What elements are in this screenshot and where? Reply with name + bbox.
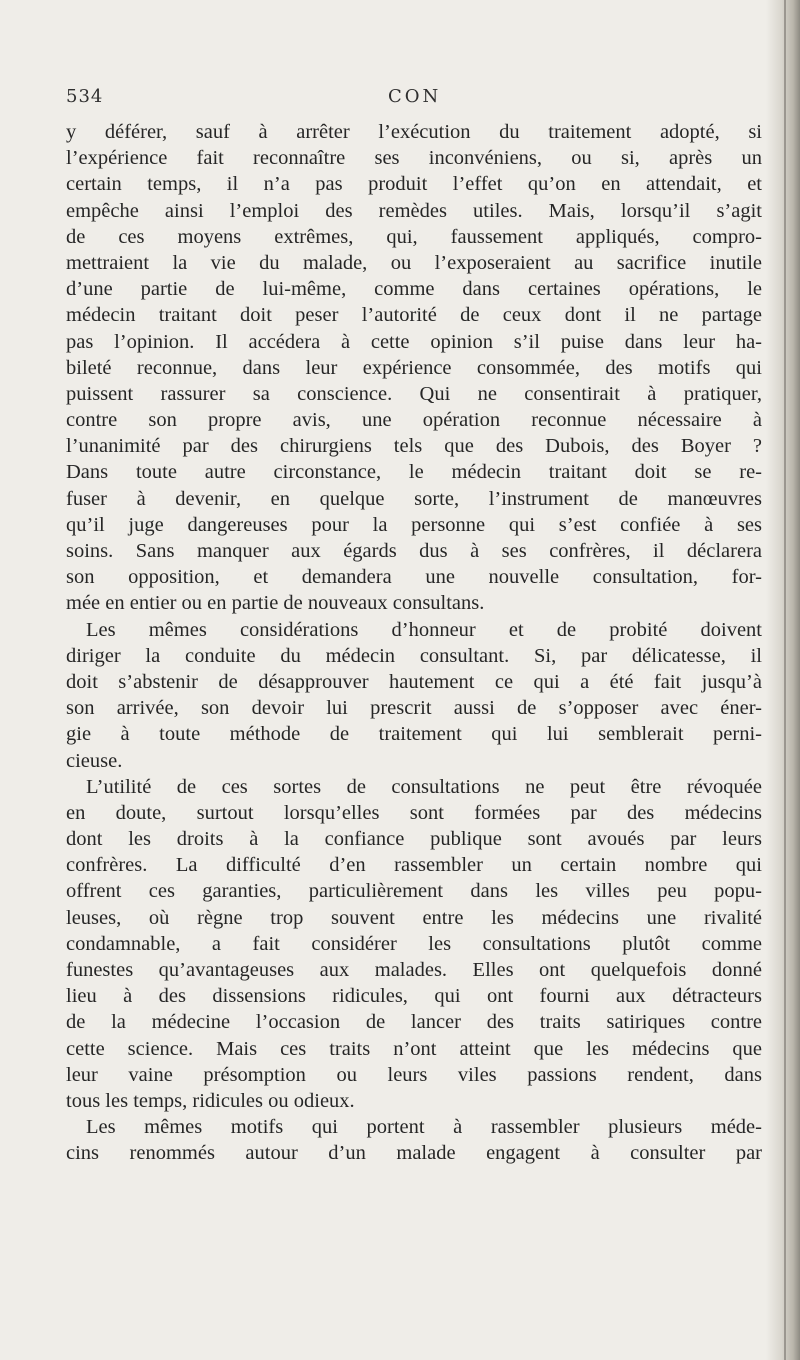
text-line: empêche ainsi l’emploi des remèdes utiles. Mais, lorsqu’il s’agit: [66, 199, 762, 222]
text-line: mettraient la vie du malade, ou l’exposeraient au sacrifice inutile: [66, 251, 762, 274]
text-line: diriger la conduite du médecin consultant. Si, par délicatesse, il: [66, 644, 762, 667]
text-line: tous les temps, ridicules ou odieux.: [66, 1089, 355, 1112]
page-edge-line: [784, 0, 786, 1360]
text-line: d’une partie de lui-même, comme dans certaines opérations, le: [66, 278, 762, 301]
text-line: dont les droits à la confiance publique sont avoués par leurs: [66, 828, 762, 851]
text-line: soins. Sans manquer aux égards dus à ses confrères, il déclarera: [66, 540, 762, 562]
text-line: son opposition, et demandera une nouvelle consultation, for-: [66, 566, 762, 589]
text-line: offrent ces garanties, particulièrement dans les villes peu popu-: [66, 880, 762, 903]
text-line: mée en entier ou en partie de nouveaux consultans.: [66, 592, 485, 615]
text-line: en doute, surtout lorsqu’elles sont formées par des médecins: [66, 801, 762, 824]
text-line: y déférer, sauf à arrêter l’exécution du traitement adopté, si: [66, 121, 762, 143]
text-line: de ces moyens extrêmes, qui, faussement appliqués, compro-: [66, 225, 762, 248]
text-line: médecin traitant doit peser l’autorité de ceux dont il ne partage: [66, 304, 762, 327]
text-line: bileté reconnue, dans leur expérience consommée, des motifs qui: [66, 356, 762, 379]
text-line: doit s’abstenir de désapprouver hautement ce qui a été fait jusqu’à: [66, 670, 762, 693]
text-line: leur vaine présomption ou leurs viles passions rendent, dans: [66, 1063, 762, 1086]
page-edge-shadow: [766, 0, 800, 1360]
text-line: cieuse.: [66, 749, 123, 772]
text-line: L’utilité de ces sortes de consultations ne peut être révoquée: [86, 775, 762, 798]
paragraph-2: [66, 617, 762, 774]
text-line: puissent rassurer sa conscience. Qui ne consentirait à pratiquer,: [66, 382, 762, 405]
text-line: confrères. La difficulté d’en rassembler un certain nombre qui: [66, 854, 762, 877]
text-line: certain temps, il n’a pas produit l’effet qu’on en attendait, et: [66, 173, 762, 196]
text-line: funestes qu’avantageuses aux malades. Elles ont quelquefois donné: [66, 959, 762, 981]
text-line: l’expérience fait reconnaître ses inconvéniens, ou si, après un: [66, 147, 762, 170]
text-line: leuses, où règne trop souvent entre les médecins une rivalité: [66, 906, 762, 929]
page-header: [0, 86, 800, 114]
text-line: cette science. Mais ces traits n’ont atteint que les médecins que: [66, 1037, 762, 1060]
page-number: 534: [66, 86, 104, 107]
text-line: Les mêmes considérations d’honneur et de probité doivent: [86, 618, 762, 641]
text-line: cins renommés autour d’un malade engagent à consulter par: [66, 1142, 762, 1165]
text-line: contre son propre avis, une opération reconnue nécessaire à: [66, 409, 762, 432]
running-head: CON: [388, 86, 442, 107]
text-line: qu’il juge dangereuses pour la personne qui s’est confiée à ses: [66, 513, 762, 536]
text-line: fuser à devenir, en quelque sorte, l’instrument de manœuvres: [66, 487, 762, 510]
text-line: Dans toute autre circonstance, le médecin traitant doit se re-: [66, 461, 762, 484]
body-text: [66, 119, 762, 1167]
text-line: Les mêmes motifs qui portent à rassembler plusieurs méde-: [86, 1116, 762, 1139]
text-line: pas l’opinion. Il accédera à cette opinion s’il puise dans leur ha-: [66, 330, 762, 353]
paragraph-3: [66, 774, 762, 1114]
text-line: condamnable, a fait considérer les consultations plutôt comme: [66, 932, 762, 955]
text-line: gie à toute méthode de traitement qui lui semblerait perni-: [66, 723, 762, 746]
text-line: son arrivée, son devoir lui prescrit aussi de s’opposer avec éner-: [66, 697, 762, 720]
text-line: lieu à des dissensions ridicules, qui ont fourni aux détracteurs: [66, 985, 762, 1008]
text-line: l’unanimité par des chirurgiens tels que des Dubois, des Boyer ?: [66, 435, 762, 458]
paragraph-1: [66, 119, 762, 617]
paragraph-4: [66, 1114, 762, 1166]
text-line: de la médecine l’occasion de lancer des traits satiriques contre: [66, 1011, 762, 1034]
